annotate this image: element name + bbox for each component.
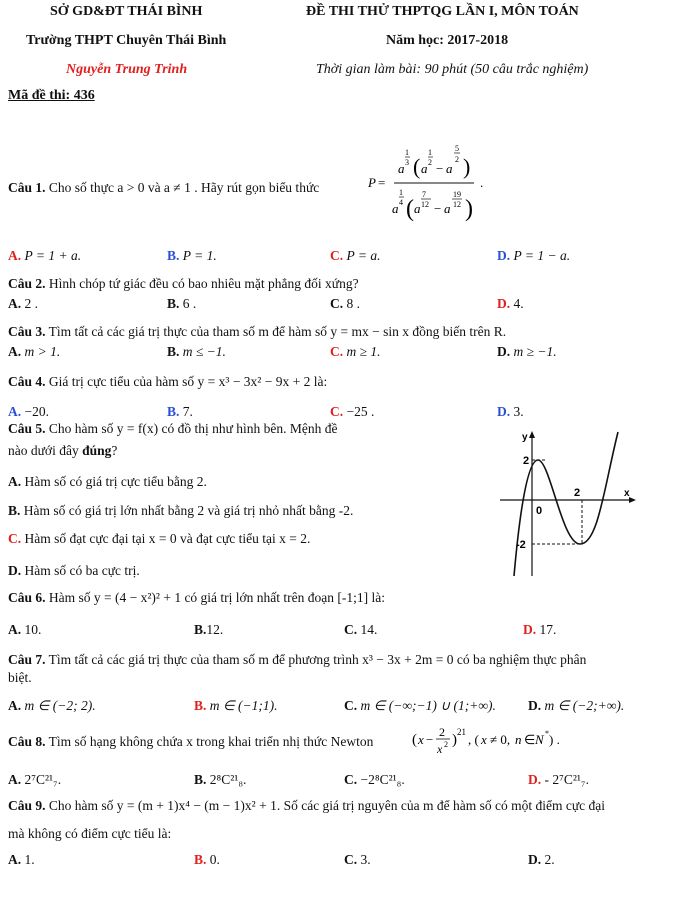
- option-text: 2.: [544, 852, 555, 867]
- option-text: 0.: [209, 852, 220, 867]
- option-letter: B.: [194, 852, 207, 867]
- svg-text:, (: , (: [468, 732, 479, 747]
- question-6: [8, 590, 385, 606]
- option-text: 4.: [513, 296, 524, 311]
- option-letter: B.: [194, 622, 207, 637]
- option-text: m > 1.: [24, 344, 61, 359]
- y-axis-arrow: [529, 431, 535, 438]
- svg-text:1: 1: [405, 148, 409, 157]
- question-stem: Cho hàm số y = f(x) có đồ thị như hình bên. Mệnh đề: [48, 421, 338, 436]
- svg-text:x: x: [418, 732, 424, 747]
- stem-emphasis: đúng: [82, 443, 112, 458]
- q1-option-d[interactable]: [497, 248, 570, 264]
- option-letter: D.: [8, 563, 22, 578]
- svg-text:−: −: [434, 201, 442, 216]
- question-stem: Cho số thực a > 0 và a ≠ 1 . Hãy rút gọn biểu thức: [48, 180, 320, 195]
- option-letter: B.: [167, 248, 180, 263]
- question-label: Câu 5.: [8, 421, 46, 436]
- formula-p: [368, 137, 498, 229]
- option-letter: D.: [497, 344, 511, 359]
- option-text: m ≥ 1.: [346, 344, 381, 359]
- q8-option-b[interactable]: [194, 772, 246, 788]
- svg-text:−: −: [426, 732, 434, 747]
- y-label: y: [522, 432, 528, 443]
- svg-text:1: 1: [399, 188, 403, 197]
- question-stem: Hàm số y = (4 − x²)² + 1 có giá trị lớn nhất trên đoạn [-1;1] là:: [48, 590, 386, 605]
- option-text: Hàm số có ba cực trị.: [24, 563, 140, 578]
- q6-option-c[interactable]: [344, 622, 377, 638]
- q3-option-a[interactable]: [8, 344, 60, 360]
- q3-option-d[interactable]: [497, 344, 557, 360]
- svg-text:2: 2: [444, 740, 448, 749]
- svg-text:19: 19: [453, 190, 461, 199]
- stem-text: ?: [111, 443, 118, 458]
- question-label: Câu 7.: [8, 652, 46, 667]
- q1-option-c[interactable]: [330, 248, 381, 264]
- q7-option-d[interactable]: [528, 698, 624, 714]
- q4-option-b[interactable]: [167, 404, 193, 420]
- option-letter: D.: [497, 404, 511, 419]
- q9-option-d[interactable]: [528, 852, 555, 868]
- option-letter: A.: [8, 248, 22, 263]
- option-text: 3.: [513, 404, 524, 419]
- q3-option-b[interactable]: [167, 344, 226, 360]
- option-text: 2 .: [24, 296, 38, 311]
- option-text: 8 .: [346, 296, 360, 311]
- q9-option-b[interactable]: [194, 852, 220, 868]
- formula-svg: [368, 137, 498, 229]
- svg-text:12: 12: [421, 200, 429, 209]
- option-letter: B.: [194, 698, 207, 713]
- option-text: 14.: [360, 622, 378, 637]
- x-tick-2: 2: [574, 487, 581, 499]
- option-text: m ∈ (−2;+∞).: [544, 698, 625, 713]
- school-year: Năm học: 2017-2018: [386, 33, 509, 48]
- q7-option-b[interactable]: [194, 698, 278, 714]
- exam-code: Mã đề thi: 436: [8, 88, 95, 103]
- option-letter: C.: [330, 344, 344, 359]
- svg-text:2: 2: [439, 725, 445, 739]
- svg-text:a: a: [444, 201, 451, 216]
- option-letter: A.: [8, 698, 22, 713]
- q7-option-c[interactable]: [344, 698, 496, 714]
- q4-option-a[interactable]: [8, 404, 49, 420]
- svg-text:): ): [452, 732, 457, 748]
- question-1: [8, 180, 319, 196]
- option-text: m ≥ −1.: [513, 344, 557, 359]
- question-9: [8, 798, 605, 814]
- q9-option-a[interactable]: [8, 852, 35, 868]
- question-stem: Tìm tất cả các giá trị thực của tham số m để hàm số y = mx − sin x đồng biến trên R.: [48, 324, 507, 339]
- svg-text:4: 4: [399, 198, 403, 207]
- x-axis-arrow: [629, 497, 636, 503]
- option-text: −25 .: [346, 404, 375, 419]
- q6-option-a[interactable]: [8, 622, 41, 638]
- question-7-line2: biệt.: [8, 670, 32, 685]
- option-text: 6 .: [182, 296, 197, 311]
- option-text: - 2⁷C²¹₇.: [544, 772, 590, 787]
- svg-text:7: 7: [422, 190, 426, 199]
- option-letter: A.: [8, 474, 22, 489]
- author-name: Nguyễn Trung Trinh: [66, 62, 188, 77]
- option-text: P = 1.: [182, 248, 217, 263]
- option-text: Hàm số đạt cực đại tại x = 0 và đạt cực tiểu tại x = 2.: [24, 531, 311, 546]
- svg-text:1: 1: [428, 148, 432, 157]
- y-tick-neg2: -2: [516, 539, 526, 551]
- svg-text:12: 12: [453, 200, 461, 209]
- svg-text:3: 3: [405, 158, 409, 167]
- svg-text:∈: ∈: [524, 732, 536, 747]
- svg-text:a: a: [392, 201, 399, 216]
- option-text: m ∈ (−1;1).: [209, 698, 278, 713]
- option-letter: B.: [167, 296, 180, 311]
- question-3: [8, 324, 506, 340]
- svg-text:−: −: [436, 161, 444, 176]
- q4-option-d[interactable]: [497, 404, 524, 420]
- option-text: m ∈ (−2; 2).: [24, 698, 96, 713]
- option-letter: C.: [344, 852, 358, 867]
- option-letter: D.: [523, 622, 537, 637]
- question-label: Câu 2.: [8, 276, 46, 291]
- exam-duration: Thời gian làm bài: 90 phút (50 câu trắc nghiệm): [316, 62, 589, 77]
- question-label: Câu 1.: [8, 180, 46, 195]
- function-graph: [500, 428, 640, 578]
- option-letter: C.: [330, 248, 344, 263]
- question-4: [8, 374, 327, 390]
- option-text: 12.: [206, 622, 224, 637]
- option-text: Hàm số có giá trị lớn nhất bằng 2 và giá trị nhỏ nhất bằng -2.: [23, 503, 354, 518]
- x-label: x: [624, 488, 630, 499]
- option-letter: C.: [344, 622, 358, 637]
- svg-text:≠ 0,: ≠ 0,: [490, 732, 511, 747]
- svg-text:a: a: [446, 161, 453, 176]
- svg-text:a: a: [398, 161, 405, 176]
- q8-option-d[interactable]: [528, 772, 589, 788]
- option-letter: A.: [8, 404, 22, 419]
- question-label: Câu 9.: [8, 798, 46, 813]
- question-9-line2: mà không có điểm cực tiểu là:: [8, 826, 172, 841]
- svg-text:(: (: [406, 196, 414, 222]
- option-text: 17.: [539, 622, 557, 637]
- svg-text:2: 2: [455, 155, 459, 164]
- option-text: m ≤ −1.: [182, 344, 226, 359]
- q5-option-c[interactable]: [8, 531, 310, 547]
- q9-option-c[interactable]: [344, 852, 371, 868]
- option-letter: C.: [330, 404, 344, 419]
- question-label: Câu 8.: [8, 734, 46, 749]
- svg-text:a: a: [414, 201, 421, 216]
- option-letter: D.: [528, 852, 542, 867]
- svg-text:): ): [463, 154, 471, 179]
- question-2: [8, 276, 359, 292]
- option-letter: C.: [8, 531, 22, 546]
- expression-svg: [412, 722, 582, 762]
- question-5-line2: [8, 443, 117, 459]
- svg-text:x: x: [481, 732, 487, 747]
- q5-option-d[interactable]: [8, 563, 140, 579]
- svg-text:*: *: [545, 729, 549, 738]
- option-text: P = 1 − a.: [513, 248, 571, 263]
- q2-option-c[interactable]: [330, 296, 360, 312]
- svg-text:n: n: [515, 732, 522, 747]
- q1-option-a[interactable]: [8, 248, 81, 264]
- option-text: 1.: [24, 852, 35, 867]
- svg-text:2: 2: [428, 158, 432, 167]
- option-text: 3.: [360, 852, 371, 867]
- question-stem: Cho hàm số y = (m + 1)x⁴ − (m − 1)x² + 1. Số các giá trị nguyên của m để hàm số có một điểm cực đại: [48, 798, 606, 813]
- q2-option-d[interactable]: [497, 296, 524, 312]
- q3-option-c[interactable]: [330, 344, 381, 360]
- newton-expression: [412, 722, 582, 762]
- exam-title: ĐỀ THI THỬ THPTQG LẦN I, MÔN TOÁN: [306, 4, 579, 19]
- svg-text:21: 21: [457, 727, 466, 737]
- option-text: P = 1 + a.: [24, 248, 82, 263]
- question-stem: Tìm số hạng không chứa x trong khai triển nhị thức Newton: [48, 734, 374, 749]
- option-text: 2⁷C²¹₇.: [24, 772, 62, 787]
- svg-text:) .: ) .: [549, 732, 560, 747]
- option-text: Hàm số có giá trị cực tiểu bằng 2.: [24, 474, 207, 489]
- q7-option-a[interactable]: [8, 698, 96, 714]
- option-letter: C.: [330, 296, 344, 311]
- option-letter: D.: [528, 698, 542, 713]
- option-letter: B.: [194, 772, 207, 787]
- option-letter: C.: [344, 698, 358, 713]
- q5-option-a[interactable]: [8, 474, 207, 490]
- option-letter: A.: [8, 296, 22, 311]
- option-text: P = a.: [346, 248, 381, 263]
- option-text: 7.: [182, 404, 193, 419]
- option-text: m ∈ (−∞;−1) ∪ (1;+∞).: [360, 698, 496, 713]
- question-7: [8, 652, 586, 668]
- svg-text:N: N: [535, 732, 544, 747]
- option-letter: A.: [8, 852, 22, 867]
- option-letter: D.: [528, 772, 542, 787]
- question-8: [8, 734, 373, 750]
- svg-text:(: (: [413, 154, 421, 179]
- svg-text:x: x: [437, 742, 443, 756]
- y-tick-2: 2: [523, 455, 530, 467]
- option-text: 10.: [24, 622, 42, 637]
- question-label: Câu 6.: [8, 590, 46, 605]
- q6-option-d[interactable]: [523, 622, 556, 638]
- question-5: [8, 421, 338, 437]
- q6-option-b[interactable]: [194, 622, 223, 638]
- option-text: 2⁸C²¹₈.: [209, 772, 247, 787]
- school-name: Trường THPT Chuyên Thái Bình: [26, 33, 227, 48]
- q4-option-c[interactable]: [330, 404, 374, 420]
- option-letter: B.: [8, 503, 21, 518]
- option-letter: A.: [8, 622, 22, 637]
- department-title: SỞ GD&ĐT THÁI BÌNH: [50, 4, 203, 19]
- svg-text:.: .: [480, 175, 484, 190]
- q2-option-b[interactable]: [167, 296, 196, 312]
- svg-text:a: a: [421, 161, 428, 176]
- option-letter: D.: [497, 296, 511, 311]
- svg-text:P: P: [368, 175, 376, 190]
- svg-text:=: =: [378, 175, 386, 190]
- graph-svg: [500, 428, 640, 578]
- option-letter: D.: [497, 248, 511, 263]
- q2-option-a[interactable]: [8, 296, 38, 312]
- q1-option-b[interactable]: [167, 248, 217, 264]
- curve: [514, 432, 618, 576]
- q8-option-c[interactable]: [344, 772, 405, 788]
- option-text: −2⁸C²¹₈.: [360, 772, 405, 787]
- option-letter: B.: [167, 344, 180, 359]
- svg-text:5: 5: [455, 144, 459, 153]
- question-stem: Giá trị cực tiểu của hàm số y = x³ − 3x² − 9x + 2 là:: [48, 374, 328, 389]
- option-text: −20.: [24, 404, 49, 419]
- option-letter: A.: [8, 344, 22, 359]
- origin-label: 0: [536, 505, 543, 517]
- stem-text: nào dưới đây: [8, 443, 83, 458]
- option-letter: C.: [344, 772, 358, 787]
- question-label: Câu 4.: [8, 374, 46, 389]
- q5-option-b[interactable]: [8, 503, 353, 519]
- question-stem: Tìm tất cả các giá trị thực của tham số m để phương trình x³ − 3x + 2m = 0 có ba nghiệm thực phân: [48, 652, 587, 667]
- svg-text:): ): [465, 196, 473, 222]
- question-stem: Hình chóp tứ giác đều có bao nhiêu mặt phẳng đối xứng?: [48, 276, 359, 291]
- svg-text:(: (: [412, 732, 417, 748]
- question-label: Câu 3.: [8, 324, 46, 339]
- option-letter: A.: [8, 772, 22, 787]
- option-letter: B.: [167, 404, 180, 419]
- q8-option-a[interactable]: [8, 772, 61, 788]
